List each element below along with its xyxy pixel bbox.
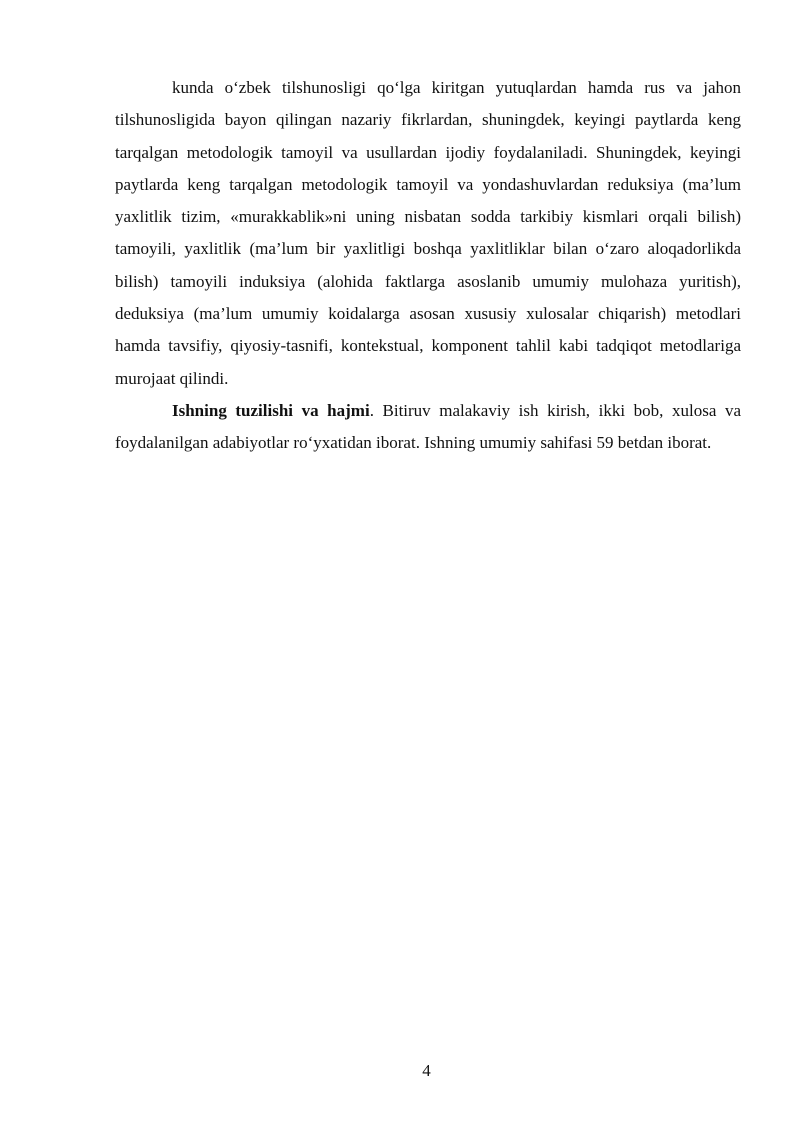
paragraph-structure-text: . Bitiruv malakaviy ish kirish, ikki bob, xulosa va foydalanilgan adabiyotlar ro‘yxatidan iborat. Ishning umumiy sahifasi 59 betdan iborat. [115, 400, 741, 453]
paragraph-structure [115, 395, 741, 460]
page-body [115, 72, 741, 460]
section-lead-bold: Ishning tuzilishi va hajmi [172, 400, 370, 420]
paragraph-methods: kunda o‘zbek tilshunosligi qo‘lga kiritgan yutuqlardan hamda rus va jahon tilshunosligida bayon qilingan nazariy fikrlardan, shuningdek, keyingi paytlarda keng tarqalgan metodologik tamoyil va usullardan ijodiy foydalaniladi. Shuningdek, keyingi paytlarda keng tarqalgan metodologik tamoyil va yondashuvlardan reduksiya (ma’lum yaxlitlik tizim, «murakkablik»ni uning nisbatan sodda tarkibiy kismlari orqali bilish) tamoyili, yaxlitlik (ma’lum bir yaxlitligi boshqa yaxlitliklar bilan o‘zaro aloqadorlikda bilish) tamoyili induksiya (alohida faktlarga asoslanib umumiy mulohaza yuritish), deduksiya (ma’lum umumiy koidalarga asosan xususiy xulosalar chiqarish) metodlari hamda tavsifiy, qiyosiy-tasnifi, kontekstual, komponent tahlil kabi tadqiqot metodlariga murojaat qilindi. [115, 78, 741, 388]
page-number: 4 [422, 1061, 431, 1080]
